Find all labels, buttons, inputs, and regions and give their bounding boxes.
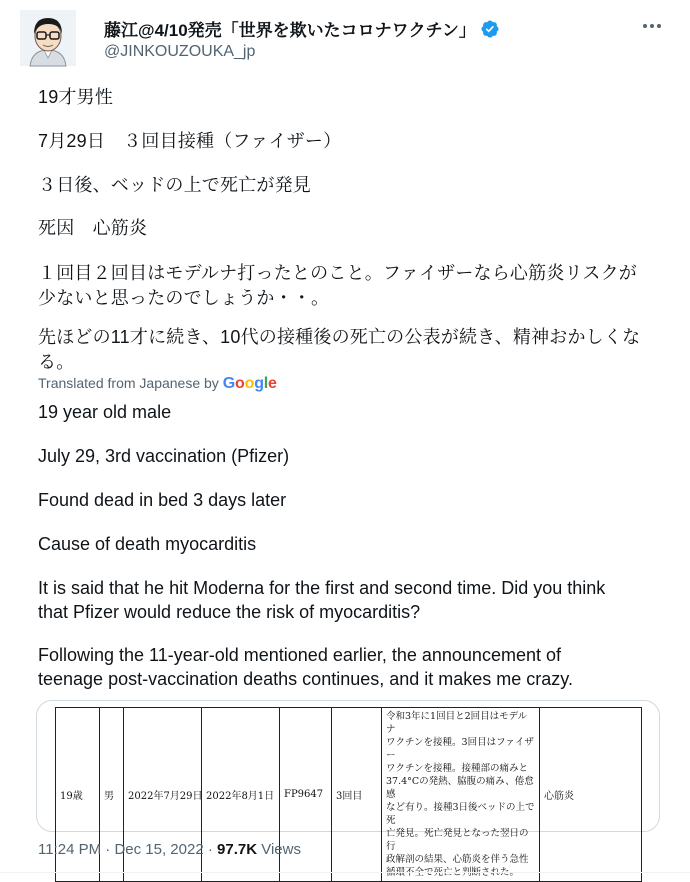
tweet-text-jp-line: 先ほどの11才に続き、10代の接種後の死亡の公表が続き、精神おかしくな (38, 327, 641, 347)
cell-lot: FP9647 (280, 708, 332, 882)
tweet-text-jp-line: 死因 心筋炎 (38, 218, 148, 238)
notes-line: 令和3年に1回目と2回目はモデルナ (386, 711, 528, 735)
meta-separator: · (207, 841, 213, 858)
cell-cause: 心筋炎 (540, 708, 642, 882)
verified-badge-icon (480, 19, 500, 39)
cell-age: 19歳 (56, 708, 100, 882)
tweet-date[interactable]: Dec 15, 2022 (114, 841, 204, 858)
divider (0, 872, 690, 873)
notes-line: 亡発見。死亡発見となった翌日の行 (386, 828, 529, 852)
tweet-text-jp-line: 少ないと思ったのでしょうか・・。 (38, 288, 330, 308)
translation-label: Translated from Japanese by (38, 375, 219, 391)
tweet-text-en-line: 19 year old male (38, 402, 172, 422)
cell-vaccination-date: 2022年7月29日 (124, 708, 202, 882)
tweet-text-en-line: Cause of death myocarditis (38, 534, 257, 554)
cell-dose: 3回目 (332, 708, 382, 882)
tweet-text-jp-line: る。 (38, 352, 75, 372)
tweet-text-jp-line: ３日後、ベッドの上で死亡が発見 (38, 175, 311, 195)
cell-death-date: 2022年8月1日 (202, 708, 280, 882)
tweet-text-en-line: Found dead in bed 3 days later (38, 490, 287, 510)
notes-line: ワクチンを接種。接種部の痛みと (386, 763, 529, 774)
author-name-row[interactable] (104, 16, 500, 41)
tweet-text-en-line: July 29, 3rd vaccination (Pfizer) (38, 446, 290, 466)
avatar[interactable] (20, 10, 76, 66)
tweet-time[interactable]: 11:24 PM (38, 841, 102, 858)
notes-line: 37.4°Cの発熱、脇腹の痛み、倦怠感 (386, 776, 534, 800)
meta-separator: · (105, 841, 111, 858)
views-label: Views (261, 841, 301, 858)
views-count: 97.7K (217, 841, 258, 858)
tweet-text-en-line: that Pfizer would reduce the risk of myocarditis? (38, 602, 421, 622)
tweet-text-en-line: It is said that he hit Moderna for the first and second time. Did you think (38, 578, 606, 598)
tweet-text-jp-line: 7月29日 ３回目接種（ファイザー） (38, 131, 342, 151)
tweet-text-en-line: Following the 11-year-old mentioned earlier, the announcement of (38, 645, 561, 665)
more-options-icon[interactable] (640, 14, 664, 38)
google-logo-g: G (222, 375, 236, 392)
notes-line: など有り。接種3日後ベッドの上で死 (386, 802, 535, 826)
google-logo: Google (222, 375, 277, 392)
tweet-text-jp-line: １回目２回目はモデルナ打ったとのこと。ファイザーなら心筋炎リスクが (38, 263, 637, 283)
translation-attribution[interactable] (38, 375, 277, 393)
avatar-cartoon-icon (20, 10, 76, 66)
author-handle[interactable]: @JINKOUZOUKA_jp (104, 43, 256, 60)
tweet-header (0, 0, 690, 80)
tweet-text-en-line: teenage post-vaccination deaths continues, and it makes me crazy. (38, 669, 573, 689)
cell-notes (382, 708, 540, 882)
tweet-metadata (38, 841, 301, 858)
author-name[interactable]: 藤江@4/10発売「世界を欺いたコロナワクチン」 (104, 21, 476, 40)
notes-line: 政解剖の結果、心筋炎を伴う急性 (386, 854, 529, 865)
tweet-text-jp-line: 19才男性 (38, 87, 114, 107)
cell-sex: 男 (100, 708, 124, 882)
notes-line: ワクチンを接種。3回目はファイザー (386, 737, 534, 761)
